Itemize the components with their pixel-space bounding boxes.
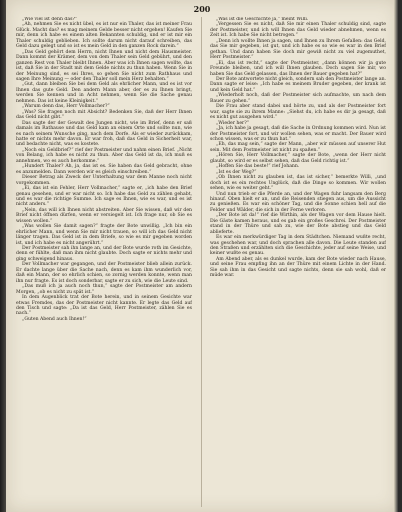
paragraph: „Vergessen Sie es nicht, daß Sie mir einen Thaler schuldig sind, sagte der Postmeister, und ich will Ihnen das Geld wieder abnehmen, wenn es Zeit ist. Ich habe Sie nicht betrogen.“ [210,22,386,39]
paragraph: „Wie viel ist denn das?“ [22,17,78,22]
paragraph: „Ei, das ist recht,“ sagte der Postmeister, „dann können wir ja gute Freunde bleiben, und ich will Ihnen glauben. Doch sagen Sie mir, wo haben Sie das Geld gelassen, das Ihnen der Bauer gegeben hat?“ [210,60,386,77]
column-divider [201,17,202,507]
paragraph: „Ei, das ist ein Fehler, Herr Vollmacher,“ sagte er, „ich habe den Brief genau gesehen, und er war nicht so. Ich habe das Geld zu zählen gehabt, und es war die richtige Summe. Ich sage es Ihnen, wie es war, und es ist nicht anders.“ [16,186,192,208]
paragraph: „Ist es der Weg?“ [216,169,257,175]
paragraph: Die Frau aber stand dabei und hörte zu, und als der Postmeister fort war, sagte sie zu ihrem Manne: „Siehst du, ich habe es dir ja gesagt, daß es nicht gut ausgehen wird.“ [210,104,386,121]
paragraph: In dem Augenblick trat der Bote herein, und in seinem Gesichte war etwas Fremdes, das der Postmeister nicht kannte. Er legte das Geld auf den Tisch und sagte: „Da ist das Geld, Herr Postmeister, zählen Sie es nach.“ [16,295,192,317]
paragraph: Das sagte der der Gewalt des Jungen nicht, wie im Brief, denn er saß damals im Rathause und das Geld kam an einem Orte und sollte nun, wie es nach seinem Wunsche ging, nach dem Dorfe. Als er wieder zurückkam, hatte er nichts mehr davon. Er war froh, daß das Geld in Sicherheit war, und bedachte nicht, was es kostete. [16,120,192,148]
paragraph: Der Postmeister sah ihn lange an, und der Bote wurde roth im Gesichte, denn er fühlte, daß man ihm nicht glaubte. Doch sagte er nichts mehr und ging schweigend hinaus. [16,246,192,262]
paragraph: „Wiederholt noch, daß der Postmeister sich aufmachte, um nach dem Bauer zu gehen.“ [210,93,386,104]
paragraph: „Was ist die Geschichte ja,“ meint Willi. [216,17,309,22]
paragraph: „Gut, dann bleiben Sie bei dem Geld als ehrlicher Mann, und es ist vor Ihnen das gute Geld. Den andern Mann aber, der es zu Ihnen bringt, werden Sie kennen und in Acht nehmen, wenn Sie die Sache genau nehmen. Das ist keine Kleinigkeit.“ [16,82,192,104]
paragraph: Der Bote antwortete nicht gleich, sondern sah den Postmeister lange an. Dann sagte er leise: „Ich habe es meinem Bruder gegeben, der krank ist und kein Geld hat.“ [210,76,386,93]
text-column-left [16,17,192,507]
paragraph: „Hoffen Sie das beste!“ rief Johann. [216,164,300,170]
page-edge-shadow [394,0,398,512]
paragraph: „Was wollen Sie damit sagen?“ fragte der Bote unwillig. „Ich bin ein ehrlicher Mann, und wenn Sie mir nicht trauen, so will ich das Geld nicht länger tragen. Das Geld ist in dem Briefe, so wie es mir gegeben worden ist, und ich habe es nicht angerührt.“ [16,224,192,246]
paragraph: „Guten Abend auch Ihnen!“ [22,316,87,322]
paragraph: Dieser Betrag als Zweck der Unterhaltung war dem Manne noch nicht vorgekommen. [16,175,192,186]
paragraph: Der Vollmacher war gegangen, und der Postmeister blieb allein zurück. Er dachte lange über die Sache nach, denn es kam ihm wunderlich vor, daß ein Mann, der so ehrlich schien, so zornig werden konnte, wenn man ihn nur fragte. Es ist doch sonderbar, sagte er zu sich, wie die Leute sind. [16,262,192,284]
paragraph: „Hundert Thaler? Ah, ja, das ist es. Sie haben das Geld gebracht, ohne es anzumelden. Dann werden wir es gleich einschreiben.“ [16,164,192,175]
paragraph: „Wieder her?“ [216,120,250,126]
text-column-right [210,17,386,507]
page-number: 200 [193,4,211,14]
paragraph: „Ja, ich habe ja gesagt, daß die Sache in Ordnung kommen wird. Nun ist der Postmeister fort, und wir wollen sehen, was er macht. Der Bauer wird schon wissen, was er zu thun hat.“ [210,126,386,142]
paragraph: „Ah, nehmen Sie es nicht übel, es ist nur ein Thaler, das ist meiner Frau Glück. Macht das? es mag meinem Gelde besser nicht ergehen! Kaufen Sie mir, denn ich habe es einem alten Bekannten schuldig, und er ist mir ein Thaler schuldig geblieben. Ich sollte darum nicht darauf schreiben, das Geld dazu gelegt und so ist es mein Geld in den ganzen Rock darein.“ [16,22,192,50]
paragraph: Am Abend aber, als es dunkel wurde, kam der Bote wieder nach Hause, und seine Frau empfing ihn an der Thüre mit einem Lichte in der Hand. Sie sah ihm in das Gesicht und sagte nichts, denn sie sah wohl, daß er müde war. [210,256,386,279]
book-page [6,0,398,512]
paragraph: „Ob Ihnen nicht zu glauben ist, das ist sicher,“ bemerkte Willi, „und doch ist es ein rechtes Unglück, daß die Dinge so kommen. Wir wollen sehen, wie es weiter geht.“ [210,175,386,192]
paragraph: „Hören Sie, Herr Vollmacher,“ sagte der Bote, „wenn der Herr nicht glaubt, so wird er es selbst sehen, daß das Geld richtig ist.“ [210,153,386,164]
paragraph: „Warum denn das, Herr Vollmacher?“ [22,104,110,110]
paragraph: Und nun trieb er die Pferde an, und der Wagen fuhr langsam den Berg hinauf. Oben hielt er an, und die Reisenden stiegen aus, um die Aussicht zu genießen. Es war ein schöner Tag, und die Sonne schien hell auf die Felder und Wälder, die sich in der Ferne verloren. [210,191,386,213]
paragraph: „Das muß ich ja auch noch thun,“ sagte der Postmeister am andern Morgen, „ob es nicht zu spät ist.“ [16,284,192,295]
paragraph: „Noch ein Geldbrief?“ rief der Postmeister und nahm einen Brief. „Nicht von Belang, ich habe es nicht zu thun. Aber das Geld ist da, ich muß es annehmen, wo es auch herkomme.“ [16,147,192,164]
paragraph: „Der Bote ist da!“ rief die Wirthin, als der Wagen vor dem Hause hielt. Die Gäste kamen heraus, und es gab ein großes Geschrei. Der Postmeister stand in der Thüre und sah zu, wie der Bote abstieg und das Geld ablieferte. [210,213,386,235]
paragraph: „Denn ich wollte Ihnen ja sagen, und Ihnen zu Ihrem Gefallen: das Geld, das Sie mir gegeben, ist gut, und ich habe es so wie es war in den Brief gethan. Und dann haben Sie doch mir gewiß nicht zu viel zugemuthet, Herr Postmeister.“ [210,38,386,61]
paragraph: Es war ein merkwürdiger Tag in dem Städtchen. Niemand wußte recht, was geschehen war, und doch sprachen alle davon. Die Leute standen auf den Straßen und erzählten sich die Geschichte, jeder auf seine Weise, und keiner wußte es genau. [210,235,386,257]
paragraph: „Eh, das mag sein,“ sagte der Mann, „aber wir müssen auf unserer Hut sein. Mit dem Postmeister ist nicht zu spaßen.“ [210,142,386,153]
paragraph: „Was? Sie fragen noch mit Absicht? Bedenken Sie, daß der Herr Ihnen das Geld nicht gibt.“ [16,109,192,121]
paragraph: „Nein, das will ich Ihnen nicht abstreiten. Aber Sie wissen, daß wir den Brief nicht öffnen dürfen, wenn er versiegelt ist. Ich frage nur, ob Sie es wissen wollen.“ [16,207,192,224]
paragraph: „Das Geld gehört dem Herrn, nicht Ihnen und nicht dem Hausmeister. Dann kommt der Krämer, dem von dem Thaler sein Geld gebührt, und den ganzen Rest von Thaler bleibt Ihnen. Aber was ich Ihnen sagen wollte, das ist, daß Sie in der Stadt mit dem Gelde nichts zu thun haben. Wenn Sie in der Meinung sind, es sei Ihres, so gehen Sie nicht zum Rathhaus und sagen Ihre Meinung — oder den Thaler soll mein Herz behalten.“ [16,49,192,82]
